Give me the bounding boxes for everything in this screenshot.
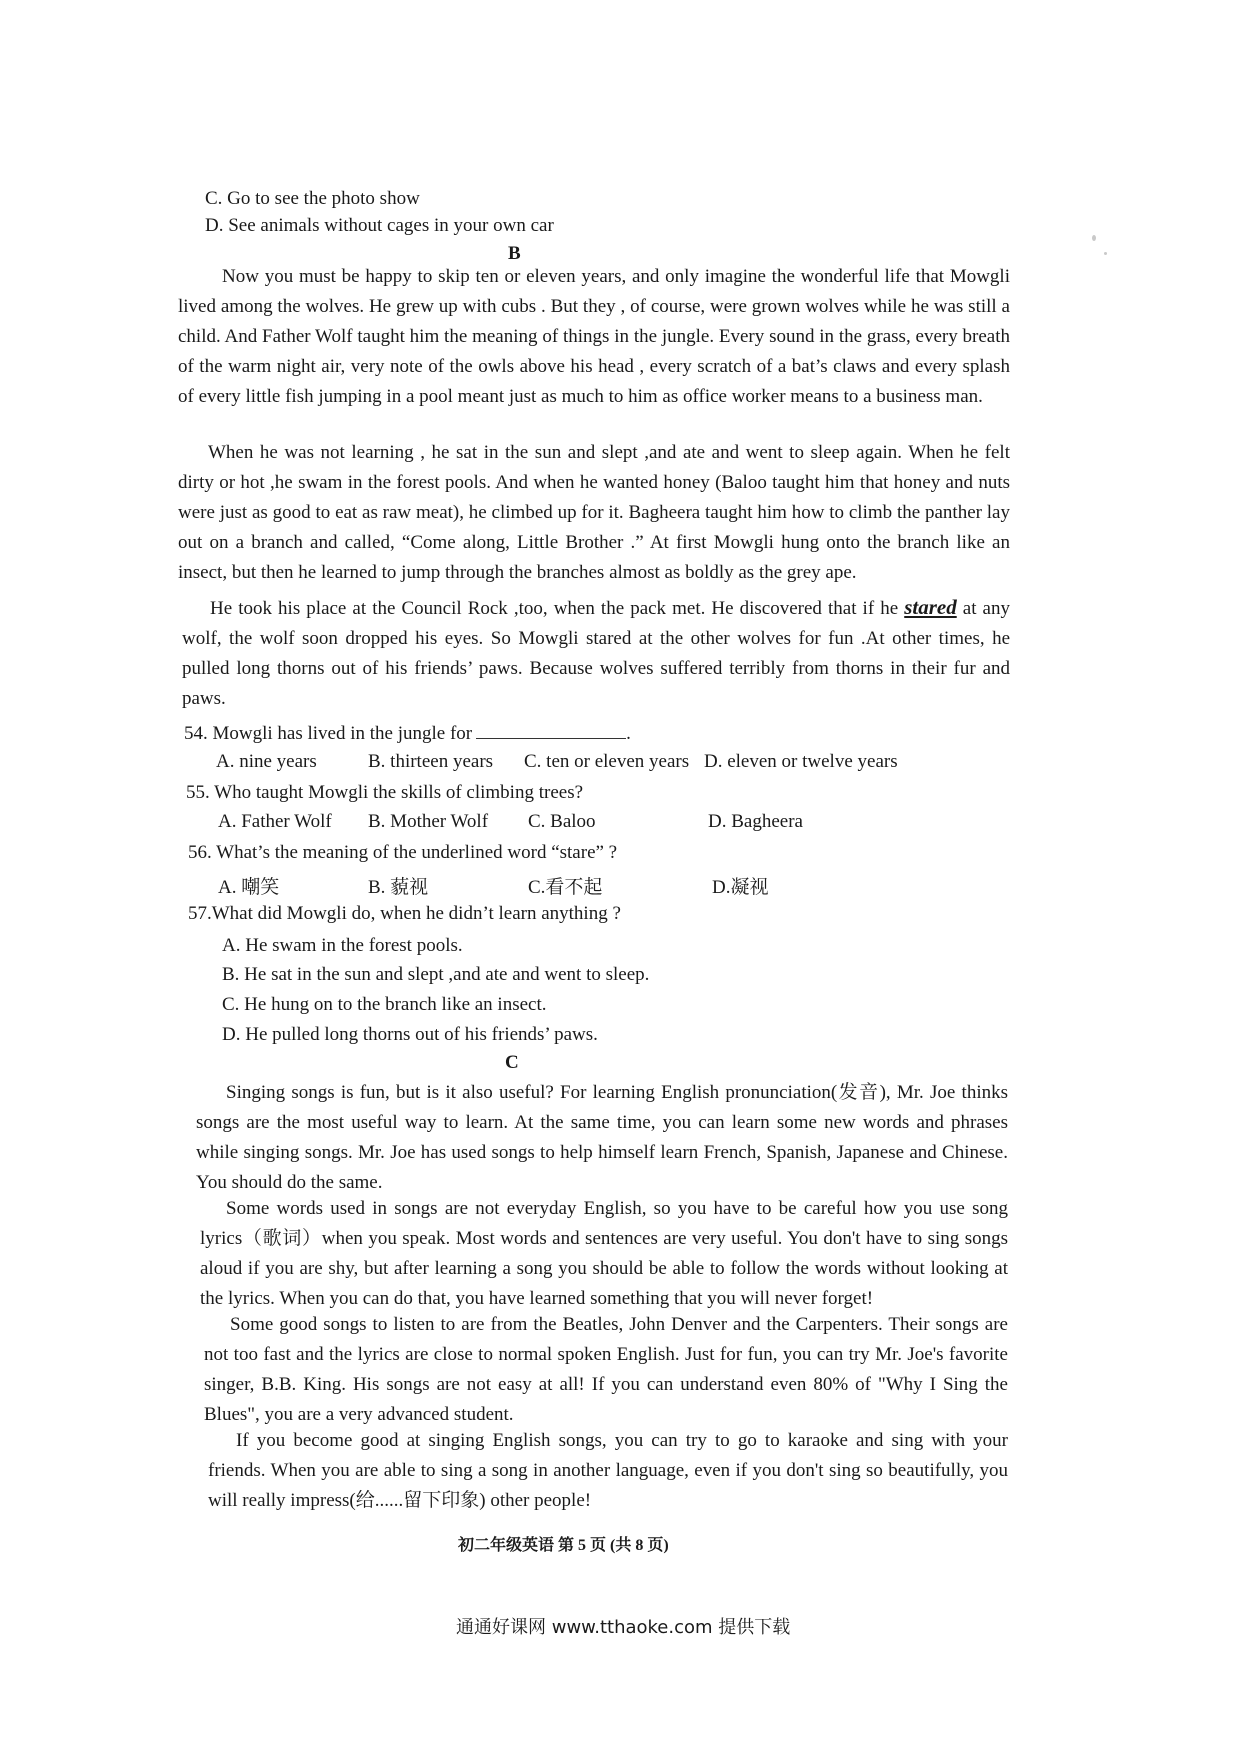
section-c-paragraph-2: Some words used in songs are not everyday English, so you have to be careful how you use song lyrics（歌词）when you speak. Most words and sentences are very useful. You don't have to sing songs aloud if you are shy, but after learning a song you should be able to follow the words without looking at the lyrics. When you can do that, you have learned something that you will never forget! (200, 1198, 1008, 1309)
paragraph-text: He took his place at the Council Rock ,too, when the pack met. He discovered that if he (210, 598, 905, 619)
download-source-footer: 通通好课网 www.tthaoke.com 提供下载 (456, 1617, 791, 1638)
q54-option-d: D. eleven or twelve years (704, 751, 898, 772)
q55-option-b: B. Mother Wolf (368, 811, 489, 832)
q54-option-a: A. nine years (216, 751, 317, 772)
q56-option-c: C.看不起 (528, 877, 603, 898)
section-b-heading: B (508, 243, 521, 264)
previous-option-d: D. See animals without cages in your own car (205, 215, 554, 236)
answer-blank (476, 722, 626, 739)
question-54 (184, 722, 631, 746)
q55-option-c: C. Baloo (528, 811, 596, 832)
q56-option-d: D.凝视 (712, 877, 769, 898)
section-c-paragraph-1: Singing songs is fun, but is it also useful? For learning English pronunciation(发音), Mr. Joe thinks songs are the most useful way to learn. At the same time, you can learn some new words and phrases while singing songs. Mr. Joe has used songs to help himself learn French, Spanish, Japanese and Chinese. You should do the same. (196, 1082, 1008, 1193)
q54-option-c: C. ten or eleven years (524, 751, 690, 772)
underlined-word-stared: stared (904, 595, 957, 619)
q56-option-a: A. 嘲笑 (218, 877, 280, 898)
q56-option-b: B. 藐视 (368, 877, 429, 898)
scan-speck (1092, 235, 1096, 241)
scan-speck (1104, 252, 1107, 255)
q54-option-b: B. thirteen years (368, 751, 494, 772)
question-stem: 54. Mowgli has lived in the jungle for (184, 723, 473, 744)
q57-option-c: C. He hung on to the branch like an insect. (222, 994, 547, 1015)
q57-option-a: A. He swam in the forest pools. (222, 935, 463, 956)
section-b-paragraph-1: Now you must be happy to skip ten or eleven years, and only imagine the wonderful life that Mowgli lived among the wolves. He grew up with cubs . But they , of course, were grown wolves while he was still a child. And Father Wolf taught him the meaning of things in the jungle. Every sound in the grass, every breath of the warm night air, very note of the owls above his head , every scratch of a bat’s claws and every splash of every little fish jumping in a pool meant just as much to him as office worker means to a business man. (178, 266, 1010, 407)
question-end: . (626, 723, 631, 744)
section-b-paragraph-3 (182, 592, 1010, 714)
section-c-heading: C (505, 1052, 519, 1073)
q57-option-d: D. He pulled long thorns out of his friends’ paws. (222, 1024, 598, 1045)
section-c-paragraph-4: If you become good at singing English songs, you can try to go to karaoke and sing with your friends. When you are able to sing a song in another language, even if you don't sing so beautifully, you will really impress(给......留下印象) other people! (208, 1430, 1008, 1511)
page-number-footer: 初二年级英语 第 5 页 (共 8 页) (458, 1537, 669, 1554)
section-c-paragraph-3: Some good songs to listen to are from the Beatles, John Denver and the Carpenters. Their songs are not too fast and the lyrics are close to normal spoken English. Just for fun, you can try Mr. Joe's favorite singer, B.B. King. His songs are not easy at all! If you can understand even 80% of "Why I Sing the Blues", you are a very advanced student. (204, 1314, 1008, 1425)
question-56: 56. What’s the meaning of the underlined word “stare” ? (188, 842, 618, 863)
q55-option-d: D. Bagheera (708, 811, 803, 832)
question-57: 57.What did Mowgli do, when he didn’t learn anything ? (188, 903, 621, 924)
paragraph-text: at any wolf, the wolf soon dropped his eyes. So Mowgli stared at the other wolves for fun .At other times, he pulled long thorns out of his friends’ paws. Because wolves suffered terribly from thorns in their fur and paws. (182, 598, 1010, 709)
question-55: 55. Who taught Mowgli the skills of climbing trees? (186, 782, 584, 803)
q55-option-a: A. Father Wolf (218, 811, 332, 832)
section-b-paragraph-2: When he was not learning , he sat in the sun and slept ,and ate and went to sleep again. When he felt dirty or hot ,he swam in the forest pools. And when he wanted honey (Baloo taught him that honey and nuts were just as good to eat as raw meat), he climbed up for it. Bagheera taught him how to climb the panther lay out on a branch and called, “Come along, Little Brother .” At first Mowgli hung onto the branch like an insect, but then he learned to jump through the branches almost as boldly as the grey ape. (178, 442, 1010, 583)
previous-option-c: C. Go to see the photo show (205, 188, 420, 209)
q57-option-b: B. He sat in the sun and slept ,and ate and went to sleep. (222, 964, 650, 985)
